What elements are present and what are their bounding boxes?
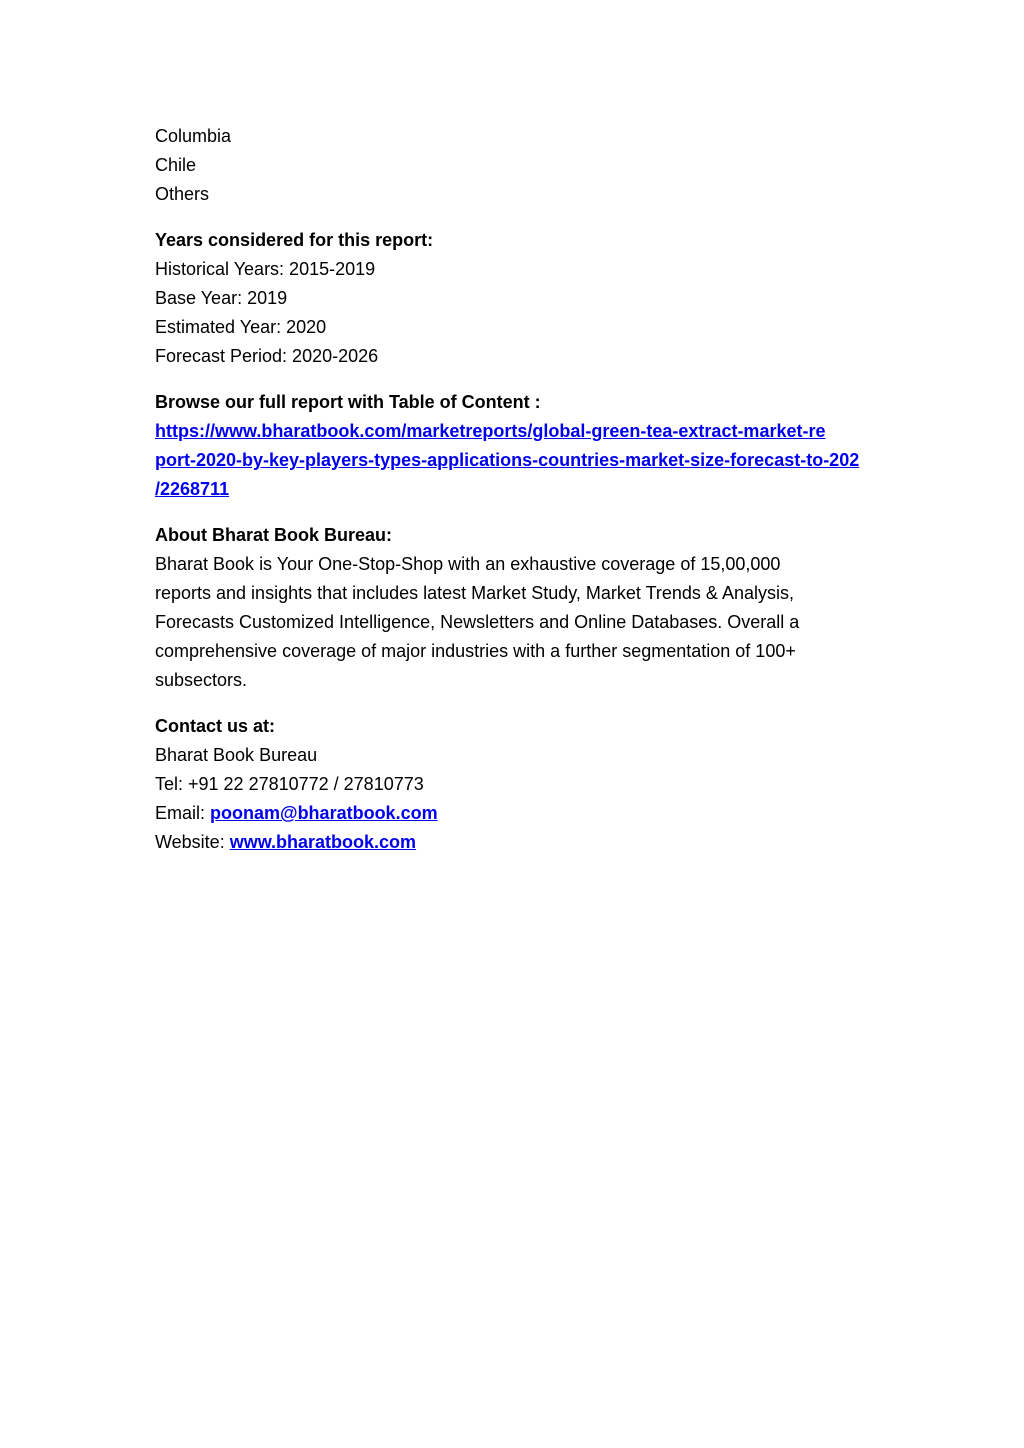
years-section: [155, 226, 895, 371]
base-year: Base Year: 2019: [155, 288, 288, 308]
document-body: [155, 122, 895, 857]
country-item: Chile: [155, 155, 197, 175]
browse-section: [155, 388, 895, 504]
report-link-line[interactable]: https://www.bharatbook.com/marketreports/global-green-tea-extract-market-re: [155, 421, 826, 441]
website-label: Website:: [155, 832, 230, 852]
report-link-line[interactable]: /2268711: [155, 479, 230, 499]
website-link[interactable]: www.bharatbook.com: [229, 832, 417, 852]
contact-company: Bharat Book Bureau: [155, 745, 318, 765]
email-label: Email:: [155, 803, 211, 823]
contact-website-row: [155, 828, 895, 857]
country-item: Columbia: [155, 126, 232, 146]
about-text-line: Bharat Book is Your One-Stop-Shop with an exhaustive coverage of 15,00,000: [155, 554, 781, 574]
about-text-line: comprehensive coverage of major industries with a further segmentation of 100+: [155, 641, 796, 661]
report-link[interactable]: [155, 417, 895, 504]
report-link-line[interactable]: port-2020-by-key-players-types-applications-countries-market-size-forecast-to-202: [155, 450, 860, 470]
countries-list: [155, 122, 895, 209]
about-text-line: Forecasts Customized Intelligence, Newsletters and Online Databases. Overall a: [155, 612, 800, 632]
about-section: [155, 521, 895, 695]
country-item: Others: [155, 184, 210, 204]
forecast-period: Forecast Period: 2020-2026: [155, 346, 379, 366]
about-text-line: subsectors.: [155, 670, 248, 690]
contact-tel: Tel: +91 22 27810772 / 27810773: [155, 774, 424, 794]
historical-years: Historical Years: 2015-2019: [155, 259, 376, 279]
browse-heading: Browse our full report with Table of Content :: [155, 392, 541, 412]
contact-email-row: [155, 799, 895, 828]
about-heading: About Bharat Book Bureau:: [155, 525, 393, 545]
contact-heading: Contact us at:: [155, 716, 276, 736]
contact-section: [155, 712, 895, 857]
about-text-line: reports and insights that includes latest Market Study, Market Trends & Analysis,: [155, 583, 794, 603]
estimated-year: Estimated Year: 2020: [155, 317, 327, 337]
email-link[interactable]: poonam@bharatbook.com: [210, 803, 438, 823]
years-heading: Years considered for this report:: [155, 230, 434, 250]
